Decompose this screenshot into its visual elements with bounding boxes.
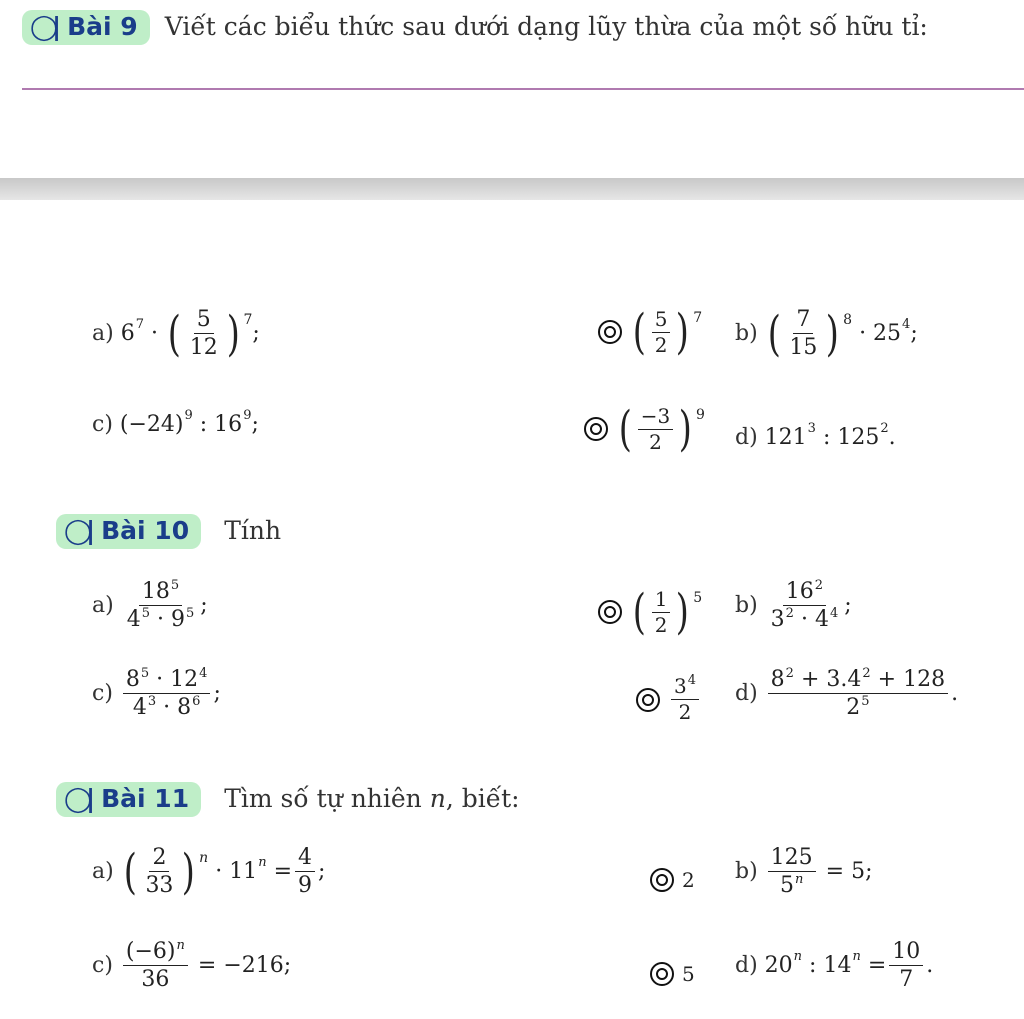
punct: ; xyxy=(318,859,326,885)
fraction xyxy=(768,580,842,631)
item-label: a) xyxy=(92,321,114,347)
equals: = xyxy=(273,859,292,885)
bai9-item-a xyxy=(92,305,260,362)
fraction xyxy=(124,580,198,631)
equation-rest: = 5; xyxy=(825,859,873,885)
exponent: 6 xyxy=(192,694,201,710)
punct: ; xyxy=(910,321,918,347)
base: 9 xyxy=(170,607,185,633)
section-divider xyxy=(22,88,1024,90)
base: 4 xyxy=(126,607,141,633)
fraction xyxy=(187,308,221,359)
exponent: 8 xyxy=(843,311,853,328)
exponent: 4 xyxy=(687,673,697,688)
denominator: 36 xyxy=(141,967,170,993)
base: 20 xyxy=(764,953,793,979)
answer-value: 5 xyxy=(682,962,695,986)
item-label: a) xyxy=(92,593,114,619)
numerator: −3 xyxy=(638,406,673,430)
bai10-badge xyxy=(56,514,201,549)
bai9-item-d xyxy=(735,421,896,450)
exponent: 4 xyxy=(199,666,208,681)
left-paren: ( xyxy=(632,304,646,360)
punct: . xyxy=(926,953,934,979)
magnifier-answer-icon xyxy=(584,417,608,441)
bai11-title xyxy=(224,784,519,813)
exponent: n xyxy=(258,855,267,871)
base: 4 xyxy=(132,695,147,721)
item-label: b) xyxy=(735,321,758,347)
base: (−24) xyxy=(119,412,184,437)
magnifier-answer-icon xyxy=(650,868,674,892)
numerator: 2 xyxy=(149,846,169,872)
item-label: c) xyxy=(92,412,113,437)
right-paren: ) xyxy=(182,843,196,900)
denominator: 2 xyxy=(654,612,668,637)
title-text: Tìm số tự nhiên xyxy=(224,784,422,813)
bai10-item-c xyxy=(92,668,221,719)
exponent: 4 xyxy=(829,606,839,622)
bai10-title: Tính xyxy=(224,516,282,545)
base: 2 xyxy=(846,695,861,721)
bai9-badge-label: Bài 9 xyxy=(67,12,138,41)
bai10-answer-c xyxy=(636,673,702,724)
fraction xyxy=(652,306,671,357)
left-paren: ( xyxy=(618,401,632,457)
fraction xyxy=(638,403,673,454)
exponent: 5 xyxy=(140,666,150,681)
left-paren: ( xyxy=(767,305,781,362)
exponent: 9 xyxy=(184,408,193,423)
exponent: 4 xyxy=(902,317,911,333)
title-variable: n xyxy=(429,784,446,813)
exponent: 2 xyxy=(880,421,889,436)
exponent: 5 xyxy=(693,590,703,606)
exponent: 5 xyxy=(861,694,870,710)
punct: ; xyxy=(844,593,852,619)
equation-rest: = −216; xyxy=(197,953,292,979)
bai10-item-b xyxy=(735,580,852,631)
punct: ; xyxy=(200,593,208,619)
base: 12 xyxy=(170,667,199,692)
denominator: 12 xyxy=(189,335,218,361)
denominator: 2 xyxy=(678,700,692,724)
divisor: : 14 xyxy=(809,953,852,979)
left-paren: ( xyxy=(167,305,181,362)
bai11-item-c xyxy=(92,940,291,991)
numerator xyxy=(123,940,188,966)
right-paren: ) xyxy=(676,584,690,640)
numerator xyxy=(768,668,948,694)
divisor: : 16 xyxy=(199,412,243,437)
denominator: 33 xyxy=(145,873,174,899)
punct: ; xyxy=(213,681,221,707)
bai11-answer-a xyxy=(650,868,695,892)
exponent: 5 xyxy=(141,606,150,622)
numerator: 10 xyxy=(889,940,923,966)
fraction xyxy=(671,673,699,724)
item-label: a) xyxy=(92,859,114,885)
exponent: 9 xyxy=(243,408,252,423)
magnifier-answer-icon xyxy=(598,320,622,344)
exponent: 2 xyxy=(814,578,824,593)
numerator: 7 xyxy=(793,308,813,334)
exponent: 7 xyxy=(693,310,703,326)
base: 3 xyxy=(770,607,785,633)
numerator: $8^5 \cdot 12^4$ xyxy=(123,668,211,694)
bai10-answer-a xyxy=(598,584,703,640)
answer-value: 2 xyxy=(682,868,695,892)
numerator xyxy=(671,673,699,700)
item-label: d) xyxy=(735,681,758,707)
fraction xyxy=(889,940,923,991)
right-paren: ) xyxy=(676,304,690,360)
numerator: 5 xyxy=(194,308,214,334)
exponent: n xyxy=(852,949,861,965)
base: 4 xyxy=(814,607,829,633)
divisor: : 125 xyxy=(822,425,880,450)
numerator: 125 xyxy=(768,846,816,872)
fraction xyxy=(142,846,176,897)
bai11-answer-c xyxy=(650,962,695,986)
equals: = xyxy=(867,953,887,979)
fraction xyxy=(295,846,315,897)
bai10-item-a xyxy=(92,580,208,631)
numerator xyxy=(783,580,826,606)
magnifier-answer-icon xyxy=(636,688,660,712)
page-gap-band xyxy=(0,178,1024,200)
left-paren: ( xyxy=(632,584,646,640)
bai11-badge-label: Bài 11 xyxy=(101,784,190,813)
term: + 128 xyxy=(877,667,946,692)
base: 121 xyxy=(764,425,807,450)
pencil-bookmark-icon: ◯| xyxy=(30,12,56,41)
denominator: 2 xyxy=(649,429,662,454)
base: 3 xyxy=(674,674,687,698)
bai10-badge-label: Bài 10 xyxy=(101,516,190,545)
fraction xyxy=(652,586,671,637)
exponent: n xyxy=(793,949,803,965)
bai9-header xyxy=(22,10,928,45)
numerator: 4 xyxy=(295,846,315,872)
dot: · xyxy=(150,321,158,347)
dot: · xyxy=(156,607,164,633)
fraction xyxy=(123,940,188,991)
base: 8 xyxy=(177,695,192,721)
punct: ; xyxy=(251,412,259,437)
right-paren: ) xyxy=(826,305,840,362)
left-paren: ( xyxy=(123,843,137,900)
denominator: 2 xyxy=(654,332,668,357)
exponent: 2 xyxy=(862,666,871,681)
pencil-bookmark-icon: ◯| xyxy=(64,516,90,545)
denominator: 9 xyxy=(298,873,312,899)
denominator xyxy=(124,606,198,631)
bai9-title: Viết các biểu thức sau dưới dạng lũy thừa của một số hữu tỉ: xyxy=(164,12,928,41)
right-paren: ) xyxy=(679,401,693,457)
exponent: 3 xyxy=(147,694,157,710)
base: 16 xyxy=(785,579,814,604)
numerator xyxy=(139,580,182,606)
base: 5 xyxy=(779,873,794,899)
bai9-answer-a xyxy=(598,304,703,360)
base: 8 xyxy=(770,667,785,692)
magnifier-answer-icon xyxy=(650,962,674,986)
exponent: 7 xyxy=(135,317,144,333)
exponent: 3 xyxy=(807,421,816,436)
bai11-header xyxy=(56,782,520,817)
exponent: 7 xyxy=(243,311,253,328)
item-label: d) xyxy=(735,953,758,979)
punct: . xyxy=(888,425,896,450)
exponent: n xyxy=(199,849,209,866)
exponent: 9 xyxy=(695,407,705,423)
exponent: 2 xyxy=(785,666,794,681)
denominator: 7 xyxy=(899,967,914,993)
exponent: 5 xyxy=(185,606,195,622)
fraction xyxy=(768,846,816,897)
denominator: 15 xyxy=(789,335,818,361)
exponent: 5 xyxy=(170,578,180,593)
item-label: c) xyxy=(92,681,113,707)
base: 8 xyxy=(125,667,140,692)
punct: . xyxy=(951,681,959,707)
term: + 3.4 xyxy=(800,667,862,692)
bai11-item-a xyxy=(92,843,326,900)
bai9-badge xyxy=(22,10,150,45)
bai10-item-d xyxy=(735,668,958,719)
title-text: , biết: xyxy=(445,784,520,813)
item-label: b) xyxy=(735,859,758,885)
numerator: 5 xyxy=(652,309,671,333)
bai9-answer-c xyxy=(584,401,705,457)
bai11-badge xyxy=(56,782,201,817)
bai11-item-d xyxy=(735,940,933,991)
pencil-bookmark-icon: ◯| xyxy=(64,784,90,813)
item-label: c) xyxy=(92,953,113,979)
exponent: n xyxy=(176,938,185,953)
exponent: 2 xyxy=(785,606,794,622)
base: 6 xyxy=(120,321,135,347)
magnifier-answer-icon xyxy=(598,600,622,624)
fraction xyxy=(768,668,948,719)
bai11-item-b xyxy=(735,846,873,897)
denominator: $3^2 \cdot 4^4$ xyxy=(770,606,839,633)
base: 18 xyxy=(141,579,170,604)
bai9-item-c xyxy=(92,408,259,437)
denominator: $4^3 \cdot 8^6$ xyxy=(132,694,201,721)
exponent: n xyxy=(794,872,804,888)
item-label: d) xyxy=(735,425,758,450)
bai9-item-b xyxy=(735,305,918,362)
fraction xyxy=(786,308,820,359)
factor: · 11 xyxy=(215,859,258,885)
bai10-header xyxy=(56,514,281,549)
denominator xyxy=(843,694,872,719)
punct: ; xyxy=(252,321,260,347)
fraction xyxy=(123,668,211,719)
factor: · 25 xyxy=(859,321,902,347)
numerator: 1 xyxy=(652,589,671,613)
item-label: b) xyxy=(735,593,758,619)
denominator xyxy=(777,872,806,897)
base: (−6) xyxy=(125,939,176,964)
right-paren: ) xyxy=(226,305,240,362)
